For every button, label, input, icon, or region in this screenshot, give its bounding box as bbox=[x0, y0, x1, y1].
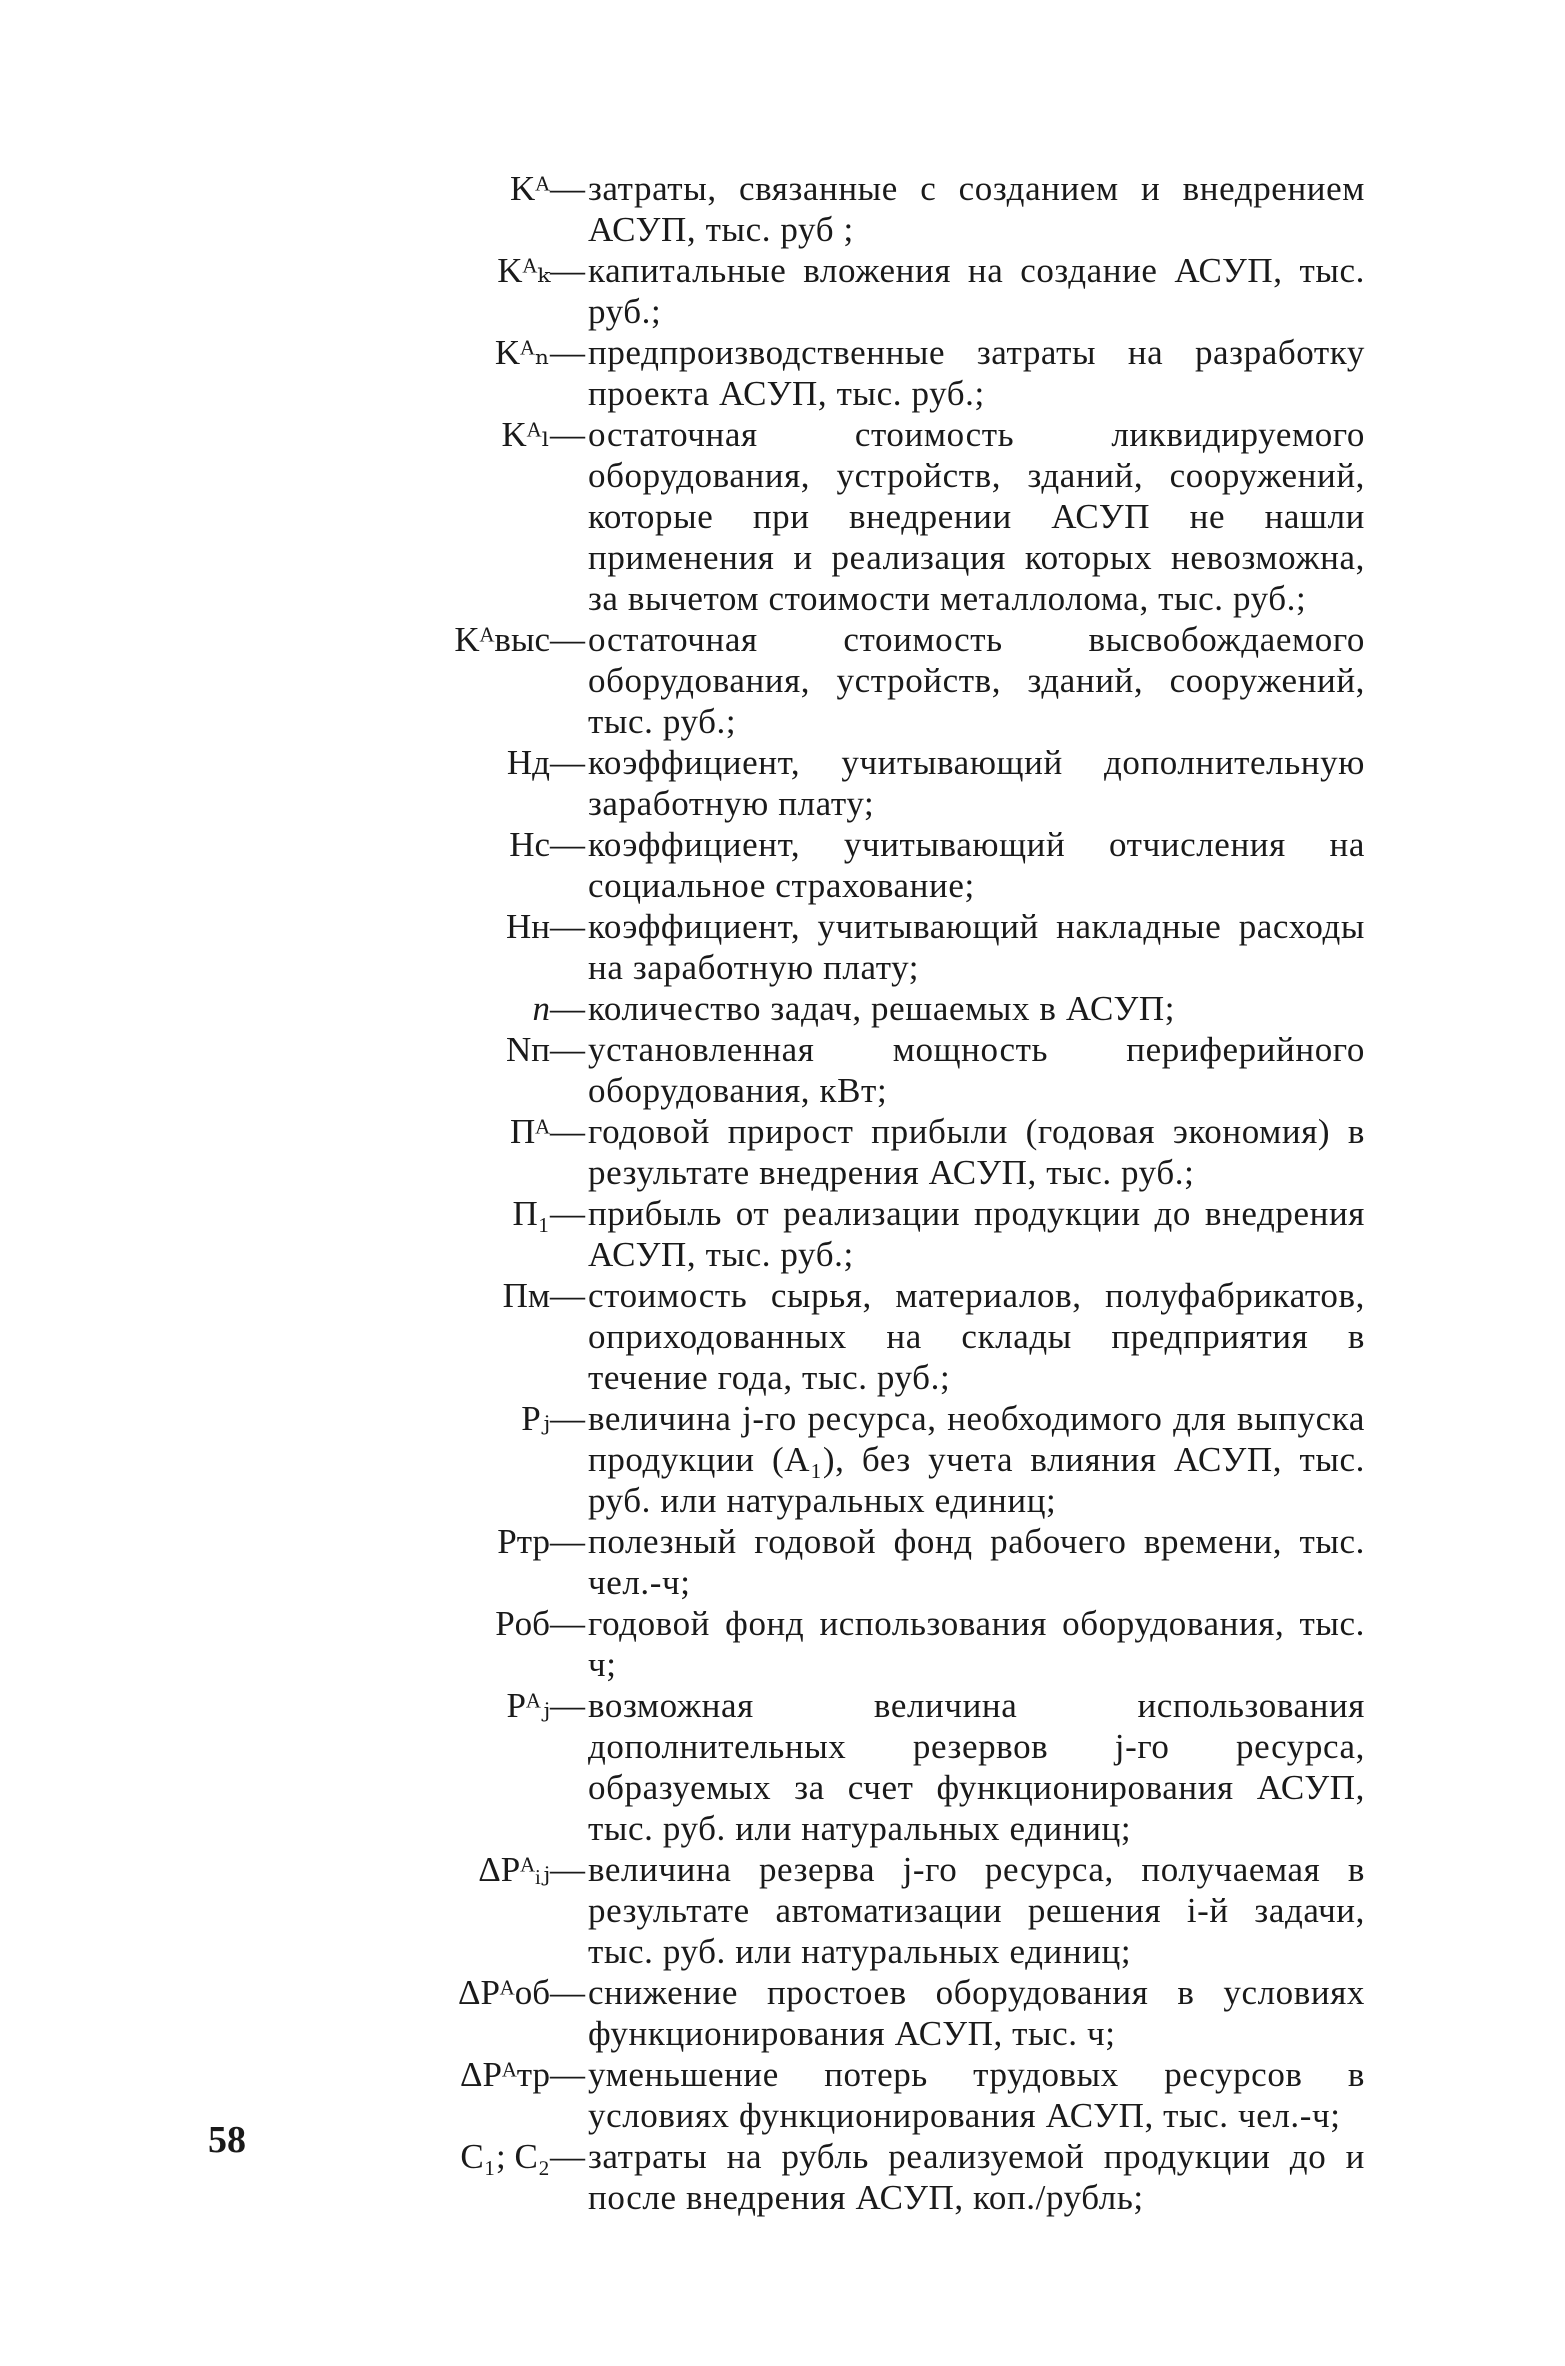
entry-symbol: Kᴬₖ bbox=[497, 251, 550, 290]
entry-definition: возможная величина использования дополнительных резервов j-го ресурса, образуемых за счет функционирования АСУП, тыс. руб. или натуральных единиц; bbox=[588, 1686, 1365, 1848]
glossary-entry bbox=[380, 414, 1365, 619]
entry-definition: затраты на рубль реализуемой продукции до и после внедрения АСУП, коп./рубль; bbox=[588, 2137, 1365, 2217]
entry-definition: остаточная стоимость ликвидируемого оборудования, устройств, зданий, сооружений, которые при внедрении АСУП не нашли применения и реализация которых невозможна, за вычетом стоимости металлолома, тыс. руб.; bbox=[588, 415, 1365, 618]
entry-dash: — bbox=[550, 1399, 585, 1438]
glossary-entry bbox=[380, 824, 1365, 906]
entry-definition: снижение простоев оборудования в условиях функционирования АСУП, тыс. ч; bbox=[588, 1973, 1365, 2053]
entry-symbol: Kᴬₗ bbox=[501, 415, 550, 454]
entry-dash: — bbox=[550, 907, 585, 946]
entry-symbol: ΔPᴬᵢⱼ bbox=[478, 1850, 550, 1889]
page-number: 58 bbox=[208, 2119, 246, 2161]
entry-symbol: Hн bbox=[505, 907, 550, 946]
entry-definition: полезный годовой фонд рабочего времени, тыс. чел.-ч; bbox=[588, 1522, 1365, 1602]
entry-definition: годовой прирост прибыли (годовая экономия) в результате внедрения АСУП, тыс. руб.; bbox=[588, 1112, 1365, 1192]
entry-dash: — bbox=[550, 1973, 585, 2012]
entry-dash: — bbox=[550, 2055, 585, 2094]
entry-definition: прибыль от реализации продукции до внедрения АСУП, тыс. руб.; bbox=[588, 1194, 1365, 1274]
entry-symbol: n bbox=[532, 989, 550, 1028]
entry-dash: — bbox=[550, 2137, 585, 2176]
entry-definition: коэффициент, учитывающий отчисления на социальное страхование; bbox=[588, 825, 1365, 905]
entry-symbol: Kᴬₙ bbox=[494, 333, 550, 372]
glossary-entry bbox=[380, 1603, 1365, 1685]
entry-definition: уменьшение потерь трудовых ресурсов в условиях функционирования АСУП, тыс. чел.-ч; bbox=[588, 2055, 1365, 2135]
entry-definition: величина j-го ресурса, необходимого для выпуска продукции (A₁), без учета влияния АСУП, тыс. руб. или натуральных единиц; bbox=[588, 1399, 1365, 1520]
entry-definition: установленная мощность периферийного оборудования, кВт; bbox=[588, 1030, 1365, 1110]
symbol-glossary bbox=[380, 168, 1365, 2218]
entry-symbol: Kᴬвыс bbox=[454, 620, 550, 659]
entry-symbol: ΔPᴬоб bbox=[457, 1973, 550, 2012]
entry-dash: — bbox=[550, 1686, 585, 1725]
glossary-entry bbox=[380, 332, 1365, 414]
entry-symbol: Pᴬⱼ bbox=[506, 1686, 550, 1725]
entry-dash: — bbox=[550, 169, 585, 208]
glossary-entry bbox=[380, 1521, 1365, 1603]
entry-symbol: Hд bbox=[506, 743, 550, 782]
entry-definition: предпроизводственные затраты на разработку проекта АСУП, тыс. руб.; bbox=[588, 333, 1365, 413]
entry-symbol: Пᴬ bbox=[509, 1112, 550, 1151]
entry-definition: годовой фонд использования оборудования, тыс. ч; bbox=[588, 1604, 1365, 1684]
entry-symbol: Hс bbox=[509, 825, 550, 864]
entry-dash: — bbox=[550, 1194, 585, 1233]
glossary-entry bbox=[380, 1849, 1365, 1972]
glossary-entry bbox=[380, 1685, 1365, 1849]
glossary-entry bbox=[380, 1111, 1365, 1193]
entry-dash: — bbox=[550, 1112, 585, 1151]
entry-dash: — bbox=[550, 989, 585, 1028]
glossary-entry bbox=[380, 1398, 1365, 1521]
entry-dash: — bbox=[550, 1030, 585, 1069]
entry-dash: — bbox=[550, 743, 585, 782]
glossary-entry bbox=[380, 250, 1365, 332]
glossary-entry bbox=[380, 2054, 1365, 2136]
entry-symbol: ΔPᴬтр bbox=[460, 2055, 550, 2094]
entry-definition: затраты, связанные с созданием и внедрением АСУП, тыс. руб ; bbox=[588, 169, 1365, 249]
entry-dash: — bbox=[550, 1604, 585, 1643]
entry-symbol: Pⱼ bbox=[521, 1399, 550, 1438]
entry-symbol: Pоб bbox=[495, 1604, 550, 1643]
entry-dash: — bbox=[550, 825, 585, 864]
entry-definition: стоимость сырья, материалов, полуфабрикатов, оприходованных на склады предприятия в течение года, тыс. руб.; bbox=[588, 1276, 1365, 1397]
entry-dash: — bbox=[550, 1522, 585, 1561]
entry-definition: коэффициент, учитывающий дополнительную заработную плату; bbox=[588, 743, 1365, 823]
entry-dash: — bbox=[550, 333, 585, 372]
entry-dash: — bbox=[550, 415, 585, 454]
entry-definition: коэффициент, учитывающий накладные расходы на заработную плату; bbox=[588, 907, 1365, 987]
entry-definition: остаточная стоимость высвобождаемого оборудования, устройств, зданий, сооружений, тыс. руб.; bbox=[588, 620, 1365, 741]
glossary-entry bbox=[380, 619, 1365, 742]
glossary-entry bbox=[380, 988, 1365, 1029]
entry-dash: — bbox=[550, 620, 585, 659]
entry-symbol: Pтр bbox=[497, 1522, 550, 1561]
entry-symbol: Пм bbox=[502, 1276, 550, 1315]
entry-symbol: C₁; C₂ bbox=[460, 2137, 550, 2176]
glossary-entry bbox=[380, 1029, 1365, 1111]
glossary-entry bbox=[380, 1275, 1365, 1398]
glossary-entry bbox=[380, 906, 1365, 988]
entry-dash: — bbox=[550, 251, 585, 290]
glossary-entry bbox=[380, 742, 1365, 824]
entry-dash: — bbox=[550, 1850, 585, 1889]
glossary-entry bbox=[380, 1972, 1365, 2054]
entry-symbol: П₁ bbox=[512, 1194, 550, 1233]
glossary-entry bbox=[380, 2136, 1365, 2218]
glossary-entry bbox=[380, 1193, 1365, 1275]
entry-definition: капитальные вложения на создание АСУП, тыс. руб.; bbox=[588, 251, 1365, 331]
entry-dash: — bbox=[550, 1276, 585, 1315]
entry-symbol: Kᴬ bbox=[509, 169, 550, 208]
entry-definition: количество задач, решаемых в АСУП; bbox=[588, 989, 1176, 1028]
entry-symbol: Nп bbox=[505, 1030, 550, 1069]
glossary-entry bbox=[380, 168, 1365, 250]
entry-definition: величина резерва j-го ресурса, получаемая в результате автоматизации решения i-й задачи, тыс. руб. или натуральных единиц; bbox=[588, 1850, 1365, 1971]
